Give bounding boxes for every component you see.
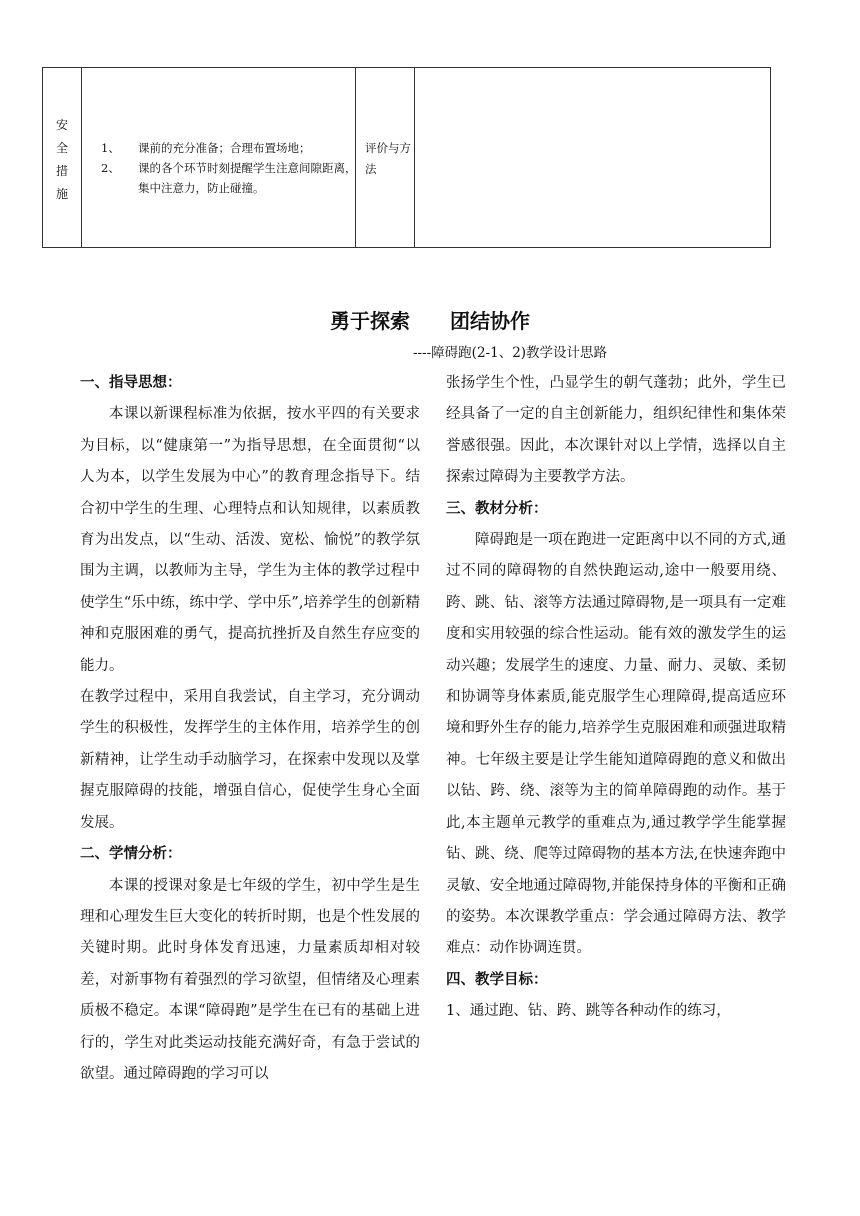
page-title: 勇于探索 团结协作 xyxy=(330,309,530,333)
objectives-paragraph-1: 1、通过跑、钻、跨、跳等各种动作的练习， xyxy=(446,1003,731,1020)
learner-paragraph-1: 本课的授课对象是七年级的学生，初中学生是生理和心理发生巨大变化的转折时期，也是个性发展的关键时期。此时身体发育迅速，力量素质却相对较差，对新事物有着强烈的学习欲望，但情绪及心理素质极不稳定。本课“障碍跑”是学生在已有的基础上进行的，学生对此类运动技能充满好奇，有急于尝试的欲望。通过障碍跑的学习可以 xyxy=(80,877,420,1082)
section-heading-objectives: 四、教学目标： xyxy=(446,971,548,988)
learner-paragraph-continued: 张扬学生个性，凸显学生的朝气蓬勃；此外，学生已经具备了一定的自主创新能力，组织纪律性和集体荣誉感很强。因此，本次课针对以上学情，选择以自主探索过障碍为主要教学方法。 xyxy=(446,375,786,486)
page-subtitle: ----障碍跑(2-1、2)教学设计思路 xyxy=(412,345,608,361)
guiding-paragraph-2: 在教学过程中，采用自我尝试，自主学习，充分调动学生的积极性，发挥学生的主体作用，培养学生的创新精神，让学生动手动脑学习，在探索中发现以及掌握克服障碍的技能，增强自信心，促使学生身心全面发展。 xyxy=(80,689,420,831)
list-item: 1、 课前的充分准备；合理布置场地； xyxy=(101,141,311,155)
section-heading-material: 三、教材分析： xyxy=(446,500,548,517)
right-column xyxy=(446,368,786,1028)
left-column xyxy=(80,368,420,1090)
evaluation-method-label: 评价与方法 xyxy=(365,141,411,176)
list-item: 2、 课的各个环节时刻提醒学生注意间隙距离，集中注意力，防止碰撞。 xyxy=(101,161,357,195)
safety-measures-list xyxy=(101,138,361,198)
guiding-paragraph-1: 本课以新课程标准为依据，按水平四的有关要求为目标，以“健康第一”为指导思想，在全面贯彻“以人为本，以学生发展为中心”的教育理念指导下。结合初中学生的生理、心理特点和认知规律，以素质教育为出发点，以“生动、活泼、宽松、愉悦”的教学氛围为主调，以教师为主导，学生为主体的教学过程中使学生“乐中练，练中学、学中乐”,培养学生的创新精神和克服困难的勇气，提高抗挫折及自然生存应变的能力。 xyxy=(80,406,420,674)
section-heading-learner: 二、学情分析： xyxy=(80,846,182,863)
safety-measures-label: 安 全 措 施 xyxy=(55,118,68,201)
table-divider xyxy=(81,68,82,247)
material-paragraph-1: 障碍跑是一项在跑进一定距离中以不同的方式,通过不同的障碍物的自然快跑运动,途中一般要用绕、跨、跳、钻、滚等方法通过障碍物,是一项具有一定难度和实用较强的综合性运动。能有效的激发学生的运动兴趣；发展学生的速度、力量、耐力、灵敏、柔韧和协调等身体素质,能克服学生心理障碍,提高适应环境和野外生存的能力,培养学生克服困难和顽强进取精神。七年级主要是让学生能知道障碍跑的意义和做出以钻、跨、绕、滚等为主的简单障碍跑的动作。基于此,本主题单元教学的重难点为,通过教学学生能掌握钻、跳、绕、爬等过障碍物的基本方法,在快速奔跑中灵敏、安全地通过障碍物,并能保持身体的平衡和正确的姿势。本次课教学重点：学会通过障碍方法、教学难点：动作协调连贯。 xyxy=(446,532,786,957)
safety-measures-table xyxy=(42,67,771,248)
section-heading-guiding: 一、指导思想： xyxy=(80,375,182,391)
